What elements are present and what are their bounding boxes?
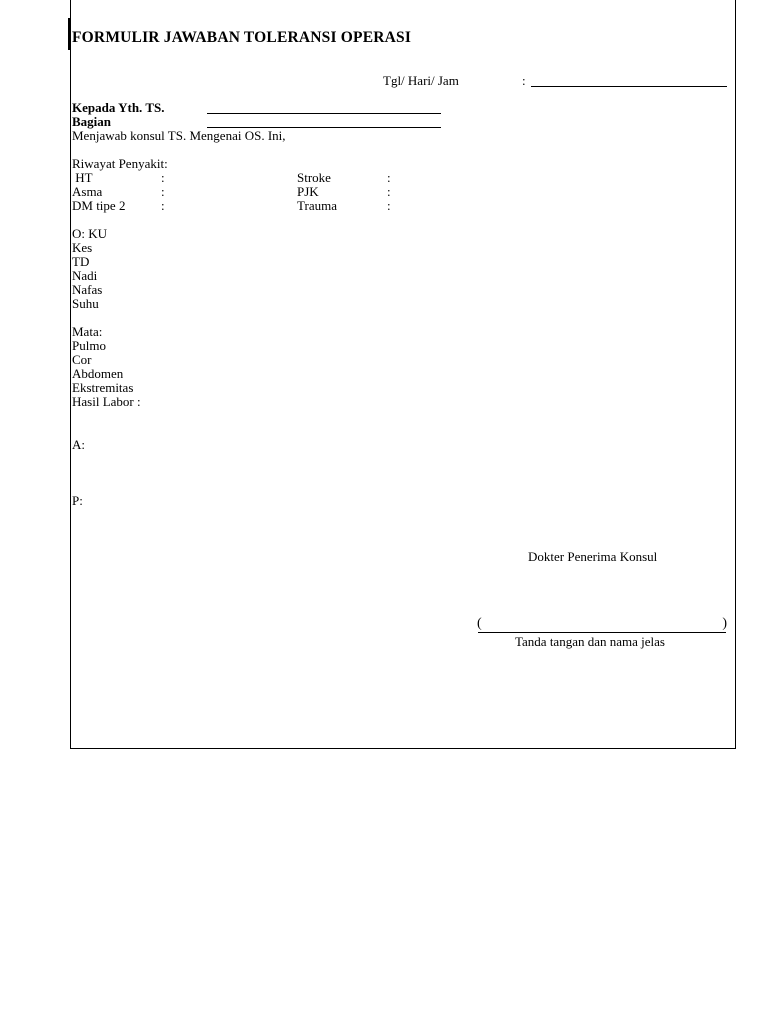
objective-nadi: Nadi: [72, 268, 98, 283]
date-colon: :: [522, 73, 526, 88]
form-title: FORMULIR JAWABAN TOLERANSI OPERASI: [72, 29, 412, 46]
signature-role: Dokter Penerima Konsul: [528, 549, 658, 564]
history-colon: :: [387, 198, 391, 213]
history-colon: :: [387, 170, 391, 185]
history-heading: Riwayat Penyakit:: [72, 156, 168, 171]
exam-hasil-labor: Hasil Labor :: [72, 394, 141, 409]
recipient-label: Kepada Yth. TS.: [72, 100, 165, 115]
signature-open-paren: (: [477, 616, 482, 631]
plan-label: P:: [72, 493, 83, 508]
history-item-dm: DM tipe 2: [72, 198, 126, 213]
exam-mata: Mata:: [72, 324, 103, 339]
signature-close-paren: ): [722, 616, 727, 631]
history-colon: :: [387, 184, 391, 199]
history-colon: :: [161, 184, 165, 199]
history-item-asma: Asma: [72, 184, 103, 199]
objective-td: TD: [72, 254, 90, 269]
department-label: Bagian: [72, 114, 112, 129]
exam-ekstremitas: Ekstremitas: [72, 380, 134, 395]
intro-text: Menjawab konsul TS. Mengenai OS. Ini,: [72, 128, 286, 143]
history-item-trauma: Trauma: [297, 198, 337, 213]
history-item-stroke: Stroke: [297, 170, 331, 185]
text-cursor: [68, 18, 70, 50]
exam-pulmo: Pulmo: [72, 338, 106, 353]
signature-caption: Tanda tangan dan nama jelas: [515, 634, 665, 649]
date-field-line: [531, 86, 727, 87]
exam-cor: Cor: [72, 352, 92, 367]
date-label: Tgl/ Hari/ Jam: [383, 73, 459, 88]
history-item-pjk: PJK: [297, 184, 319, 199]
history-colon: :: [161, 170, 165, 185]
objective-nafas: Nafas: [72, 282, 103, 297]
exam-abdomen: Abdomen: [72, 366, 124, 381]
signature-line: [477, 616, 727, 633]
history-item-ht: HT: [72, 170, 93, 185]
assessment-label: A:: [72, 437, 85, 452]
objective-kes: Kes: [72, 240, 93, 255]
recipient-field-line: [207, 113, 441, 114]
history-colon: :: [161, 198, 165, 213]
objective-suhu: Suhu: [72, 296, 99, 311]
objective-ku: O: KU: [72, 226, 108, 241]
